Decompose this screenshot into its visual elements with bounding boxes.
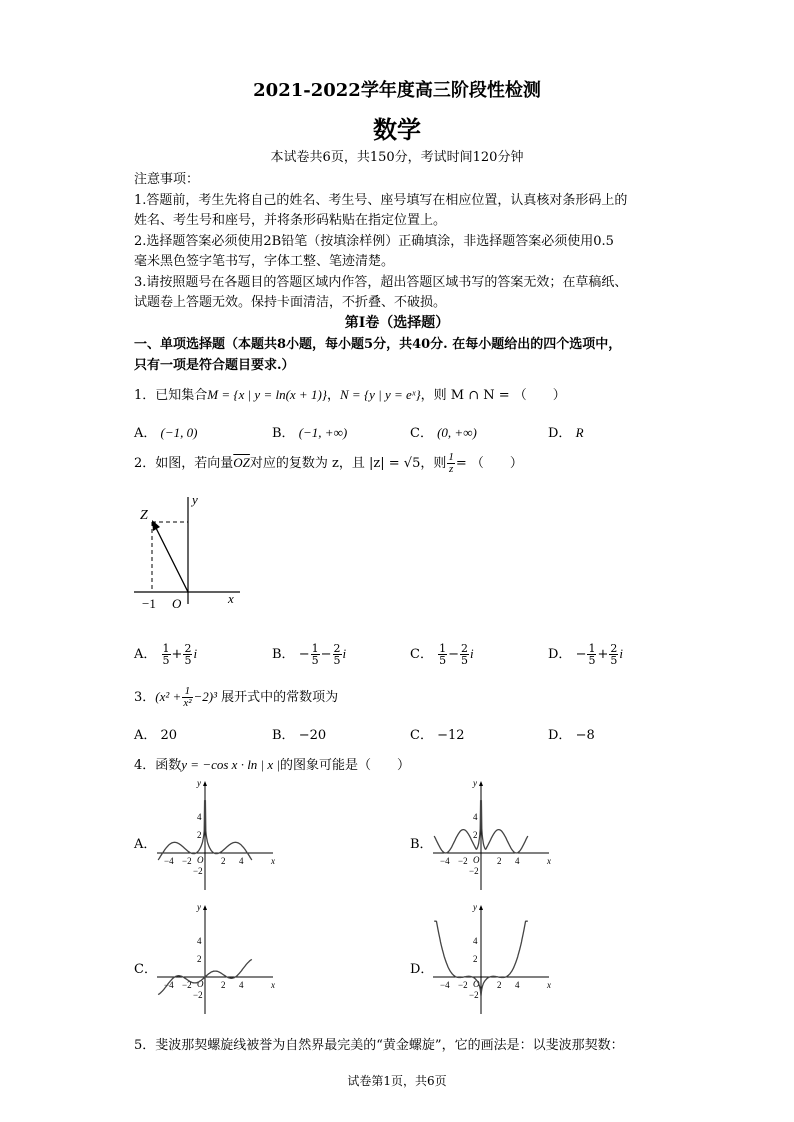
- q3-option-c: C． −12: [410, 728, 465, 743]
- q2-figure: [134, 492, 254, 622]
- q4-d-tick-y4: 4: [473, 936, 478, 946]
- notes-line: 1.答题前，考生先将自己的姓名、考生号、座号填写在相应位置，认真核对条形码上的: [134, 193, 628, 208]
- q4-func: y = −cos x · ln | x |: [181, 757, 280, 772]
- q2-option-a: A． $\frac{1}{5}$ + $\frac{2}{5}$ i: [134, 642, 198, 667]
- q1-prefix: 1．已知集合: [134, 388, 208, 403]
- q4-a-tick-x2: 2: [221, 856, 226, 866]
- q2-minus-one: −1: [142, 596, 156, 611]
- q4-option-b: B．: [410, 837, 433, 852]
- notes-line: 3.请按照题号在各题目的答题区域内作答，超出答题区域书写的答案无效；在草稿纸、: [134, 275, 628, 290]
- q4-a-o-label: O: [197, 855, 204, 865]
- q2-vector: $\overline{OZ}$: [233, 455, 250, 470]
- q4-a-tick-ym2: −2: [193, 866, 203, 876]
- q4-c-x-label: x: [271, 980, 275, 990]
- q4-b-tick-ym2: −2: [469, 866, 479, 876]
- q1-option-b: B． (−1, +∞): [272, 425, 348, 441]
- q4-a-y-label: y: [197, 778, 201, 788]
- q4-c-tick-y4: 4: [197, 936, 202, 946]
- q4-d-tick-ym2: −2: [469, 990, 479, 1000]
- q4-b-tick-xm2: −2: [458, 856, 468, 866]
- q4-c-tick-xm2: −2: [182, 980, 192, 990]
- q4-b-y-label: y: [473, 778, 477, 788]
- q2-o-label: O: [172, 596, 182, 611]
- q4-c-tick-xm4: −4: [164, 980, 174, 990]
- q4-b-tick-x2: 2: [497, 856, 502, 866]
- section-title: 第Ⅰ卷（选择题）: [344, 315, 450, 331]
- q3-expr-pre: (x² +: [155, 689, 182, 704]
- q4-graph-c: [155, 902, 279, 1018]
- q3-option-a: A． 20: [134, 728, 178, 743]
- q4-b-tick-y4: 4: [473, 812, 478, 822]
- q3-expr-post: −2)³: [193, 689, 217, 704]
- q4-graph-a: [155, 778, 279, 894]
- q4-a-tick-y2: 2: [197, 830, 202, 840]
- q2-end: = （ ）: [455, 456, 523, 471]
- q3-option-b: B． −20: [272, 728, 327, 743]
- q4-a-tick-xm2: −2: [182, 856, 192, 866]
- q1-sep: ，: [326, 388, 340, 403]
- notes-line: 2.选择题答案必须使用2B铅笔（按填涂样例）正确填涂，非选择题答案必须使用0.5: [134, 234, 614, 249]
- q4-b-y-arrow: [479, 781, 483, 786]
- question-3: [134, 686, 338, 709]
- section-instruction: 只有一项是符合题目要求.）: [134, 358, 295, 373]
- q4-suffix: 的图象可能是（ ）: [279, 758, 410, 773]
- q4-prefix: 4．函数: [134, 758, 182, 773]
- q4-graph-b: [431, 778, 555, 894]
- q3-text: 展开式中的常数项为: [221, 690, 339, 705]
- q4-d-x-label: x: [547, 980, 551, 990]
- q4-c-tick-x2: 2: [221, 980, 226, 990]
- exam-info: 本试卷共6页，共150分，考试时间120分钟: [270, 150, 524, 165]
- q4-c-y-label: y: [197, 902, 201, 912]
- q2-x-label: x: [228, 591, 234, 606]
- q1-ask: ，则 M ∩ N = （ ）: [420, 388, 566, 403]
- q1-option-c: C． (0, +∞): [410, 425, 477, 441]
- q2-fraction: $\frac{1}{z}$: [448, 451, 454, 475]
- q3-option-d: D． −8: [548, 728, 595, 743]
- exam-title: 2021-2022学年度高三阶段性检测: [253, 80, 541, 101]
- q4-d-y-label: y: [473, 902, 477, 912]
- q3-fraction: $\frac{1}{\text{x²}}$: [183, 685, 192, 709]
- notes-line: 试题卷上答题无效。保持卡面清洁，不折叠、不破损。: [134, 295, 447, 310]
- q2-vector-line: [154, 524, 188, 592]
- q4-a-tick-y4: 4: [197, 812, 202, 822]
- q4-option-a: A．: [134, 837, 157, 852]
- notes-line: 毫米黑色签字笔书写，字体工整、笔迹清楚。: [134, 254, 395, 269]
- q1-set-m: M = {x | y = ln(x + 1)}: [207, 387, 327, 402]
- q2-option-b: B． − $\frac{1}{5}$ − $\frac{2}{5}$ i: [272, 642, 347, 667]
- question-4: [134, 754, 410, 773]
- question-2: [134, 452, 523, 475]
- question-1: [134, 384, 566, 403]
- q4-d-tick-x4: 4: [515, 980, 520, 990]
- q4-d-tick-y2: 2: [473, 954, 478, 964]
- q4-d-tick-xm2: −2: [458, 980, 468, 990]
- notes-line: 姓名、考生号和座号，并将条形码粘贴在指定位置上。: [134, 213, 447, 228]
- q4-option-c: C．: [134, 962, 157, 977]
- question-5: 5．斐波那契螺旋线被誉为自然界最完美的“黄金螺旋”，它的画法是：以斐波那契数：: [134, 1038, 624, 1053]
- q4-d-y-arrow: [479, 905, 483, 910]
- section-instruction: 一、单项选择题（本题共8小题，每小题5分，共40分. 在每小题给出的四个选项中，: [134, 337, 622, 352]
- q4-b-tick-y2: 2: [473, 830, 478, 840]
- q4-a-y-arrow: [203, 781, 207, 786]
- q4-c-tick-y2: 2: [197, 954, 202, 964]
- q3-prefix: 3．: [134, 690, 156, 705]
- q4-d-tick-xm4: −4: [440, 980, 450, 990]
- q4-option-d: D．: [410, 962, 434, 977]
- notes-heading: 注意事项：: [134, 172, 200, 187]
- page-footer: 试卷第1页，共6页: [347, 1074, 447, 1088]
- q4-d-o-label: O: [473, 979, 480, 989]
- q2-option-d: D． − $\frac{1}{5}$ + $\frac{2}{5}$ i: [548, 642, 624, 667]
- subject-title: 数学: [373, 115, 421, 144]
- q4-graph-d: [431, 902, 555, 1018]
- q4-c-o-label: O: [197, 979, 204, 989]
- q2-y-label: y: [192, 492, 198, 507]
- q4-c-tick-x4: 4: [239, 980, 244, 990]
- q4-a-x-label: x: [271, 856, 275, 866]
- q4-b-o-label: O: [473, 855, 480, 865]
- q4-c-tick-ym2: −2: [193, 990, 203, 1000]
- q4-b-tick-x4: 4: [515, 856, 520, 866]
- q1-set-n: N = {y | y = eˣ}: [340, 387, 421, 402]
- q2-z-label: Z: [140, 508, 148, 523]
- q4-b-tick-xm4: −4: [440, 856, 450, 866]
- q4-a-tick-x4: 4: [239, 856, 244, 866]
- q4-b-x-label: x: [547, 856, 551, 866]
- q4-d-tick-x2: 2: [497, 980, 502, 990]
- q1-option-d: D． R: [548, 425, 584, 441]
- q2-prefix: 2．如图，若向量: [134, 456, 234, 471]
- q1-option-a: A． (−1, 0): [134, 425, 198, 441]
- q4-a-tick-xm4: −4: [164, 856, 174, 866]
- q2-option-c: C． $\frac{1}{5}$ − $\frac{2}{5}$ i: [410, 642, 474, 667]
- q2-mid: 对应的复数为 z，且 |z| = √5，则: [249, 456, 447, 471]
- q4-c-y-arrow: [203, 905, 207, 910]
